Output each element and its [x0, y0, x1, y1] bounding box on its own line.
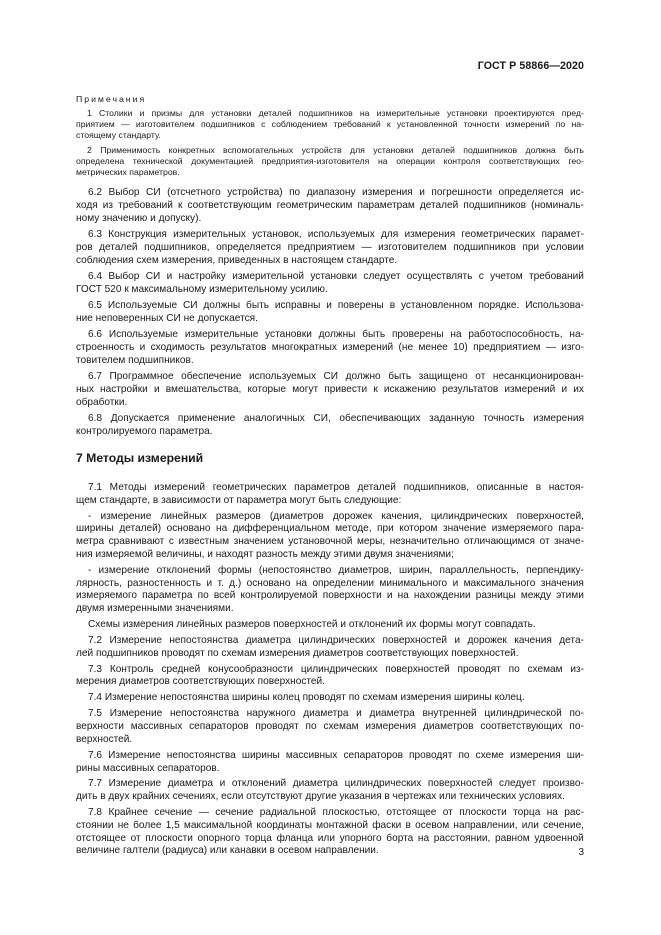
text-line: 7.7 Измерение диаметра и отклонений диаметра цилиндрических поверхностей следует произво- — [88, 778, 584, 790]
text-line: 7.1 Методы измерений геометрических параметров деталей подшипников, описанные в настоя- — [88, 482, 584, 493]
text-line: ГОСТ 520 к максимальному измерительному усилию. — [76, 283, 328, 295]
standard-designation: ГОСТ Р 58866—2020 — [477, 60, 584, 72]
text-line: - измерение линейных размеров (диаметров дорожек качения, цилиндрических поверхностей, — [88, 510, 584, 522]
paragraph — [76, 482, 584, 508]
text-line: лей подшипников проводят по схемам измерения диаметров соответствующих поверхностей. — [76, 647, 519, 659]
list-item — [76, 511, 584, 562]
paragraph — [76, 619, 584, 632]
text-line: 1 Столики и призмы для установки деталей подшипников на измерительные установки проектируются пред- — [87, 108, 584, 118]
paragraph — [76, 807, 584, 858]
text-line: определена технической документацией предприятия-изготовителя на операции контроля соответствующих гео- — [76, 156, 584, 166]
text-line: - измерение отклонений формы (непостоянство диаметров, ширин, параллельность, перпендику- — [88, 564, 584, 576]
text-line: строенность и сходимость результатов многократных измерений (не менее 10) предприятием — изго- — [76, 341, 584, 353]
text-line: ров деталей подшипников, определяется предприятием — изготовителем подшипников при условии — [76, 241, 584, 253]
text-line: 7.4 Измерение непостоянства ширины колец проводят по схемам измерения ширины колец. — [88, 692, 525, 704]
text-line: метрических параметров. — [76, 167, 180, 177]
paragraph — [76, 750, 584, 776]
text-line: 6.2 Выбор СИ (отсчетного устройства) по диапазону измерения и погрешности определяется ис- — [88, 187, 584, 198]
text-line: обработки. — [76, 396, 128, 408]
note-item — [76, 108, 584, 141]
text-line: 6.7 Программное обеспечение используемых СИ должно быть защищено от несанкционирован- — [88, 370, 584, 382]
text-line: 7.5 Измерение непостоянства наружного диаметра и диаметра внутренней цилиндрической по- — [88, 708, 584, 720]
paragraph — [76, 329, 584, 368]
paragraph — [76, 778, 584, 804]
text-line: измеряемого параметра по всей контролируемой поверхности и на нахождении разницы между этими — [76, 590, 584, 602]
text-line: щем стандарте, в зависимости от параметра могут быть следующие: — [76, 494, 402, 506]
section-6-body — [76, 187, 584, 442]
text-line: приятием — изготовителем подшипников с соблюдением требований к установленной точности измерений по на- — [76, 119, 584, 129]
paragraph — [76, 635, 584, 661]
text-line: Схемы измерения линейных размеров поверхностей и отклонений их формы могут совпадать. — [88, 619, 536, 631]
text-line: верхности массивных сепараторов проводят по схемам измерения диаметров соответствующих по- — [76, 721, 584, 733]
paragraph — [76, 708, 584, 746]
text-line: величине галтели (радиуса) или канавки в осевом направлении. — [76, 845, 379, 857]
text-line: рины массивных сепараторов. — [76, 762, 220, 774]
text-line: 6.5 Используемые СИ должны быть исправны и поверены в установленном порядке. Использова- — [88, 299, 584, 311]
text-line: метра сравнивают с известным значением установочной меры, незначительно отличающимся от значе- — [76, 536, 584, 548]
text-line: дить в двух крайних сечениях, если отсутствуют другие указания в чертежах или технических условиях. — [76, 791, 565, 803]
text-line: 7.3 Контроль средней конусообразности цилиндрических поверхностей проводят по схемам из- — [88, 663, 584, 675]
text-line: верхностей. — [76, 733, 133, 745]
paragraph — [76, 187, 584, 226]
text-line: мерения диаметров соответствующих поверхностей. — [76, 676, 325, 688]
text-line: лярность, разностенность и т. д.) основано на определении минимального и максимального значения — [76, 577, 584, 589]
text-line: 2 Применимость конкретных вспомогательных устройств для установки деталей подшипников должна быть — [87, 145, 584, 155]
text-line: ных настройки и вмешательства, которые могут привести к искажению результатов измерений и их — [76, 383, 584, 395]
text-line: контролируемого параметра. — [76, 425, 213, 437]
text-line: ния измеряемой величины, и находят разность между этими двумя значениями; — [76, 548, 454, 560]
section-7-body — [76, 482, 584, 861]
notes-block — [76, 94, 584, 182]
text-line: ходя из требований к соответствующим геометрическим параметрам деталей подшипников (номиналь- — [76, 199, 584, 211]
text-line: ширины деталей) основано на дифференциальном методе, при котором значение измеряемого пара- — [76, 523, 584, 535]
page-number: 3 — [578, 847, 584, 858]
paragraph — [76, 692, 584, 705]
text-line: стоящему стандарту. — [76, 130, 161, 140]
text-line: двумя измеренными значениями. — [76, 603, 234, 615]
paragraph — [76, 300, 584, 326]
text-line: 7.6 Измерение непостоянства ширины массивных сепараторов проводят по схеме измерения ши- — [88, 749, 584, 761]
paragraph — [76, 413, 584, 439]
text-line: 6.6 Используемые измерительные установки должны быть проверены на работоспособность, на- — [88, 328, 584, 340]
paragraph — [76, 664, 584, 690]
text-line: 6.3 Конструкция измерительных установок, используемых для измерения геометрических парамет- — [88, 228, 584, 240]
text-line: отстоящее от плоскости опорного торца фланца или упорного борта на расстоянии, равном удвоенной — [76, 832, 584, 844]
section-heading: 7 Методы измерений — [76, 451, 204, 465]
text-line: 6.4 Выбор СИ и настройку измерительной установки следует осуществлять с учетом требований — [88, 270, 584, 282]
paragraph — [76, 371, 584, 410]
text-line: соблюдения схем измерения, приведенных в настоящем стандарте. — [76, 254, 398, 266]
text-line: 7.8 Крайнее сечение — сечение радиальной плоскостью, отстоящее от плоскости торца на рас- — [88, 807, 584, 819]
paragraph — [76, 229, 584, 268]
text-line: ние неповеренных СИ не допускается. — [76, 312, 258, 324]
text-line: ному значению и допуску). — [76, 212, 202, 224]
notes-title: Примечания — [76, 94, 147, 104]
text-line: 6.8 Допускается применение аналогичных СИ, обеспечивающих заданную точность измерения — [88, 412, 584, 424]
text-line: 7.2 Измерение непостоянства диаметра цилиндрических поверхностей и дорожек качения дета- — [88, 635, 584, 646]
paragraph — [76, 271, 584, 297]
text-line: товителем подшипников. — [76, 354, 194, 366]
text-line: стоянии не более 1,5 максимальной координаты монтажной фаски в осевом направлении, или сечение, — [76, 819, 584, 831]
note-item — [76, 145, 584, 178]
list-item — [76, 565, 584, 616]
